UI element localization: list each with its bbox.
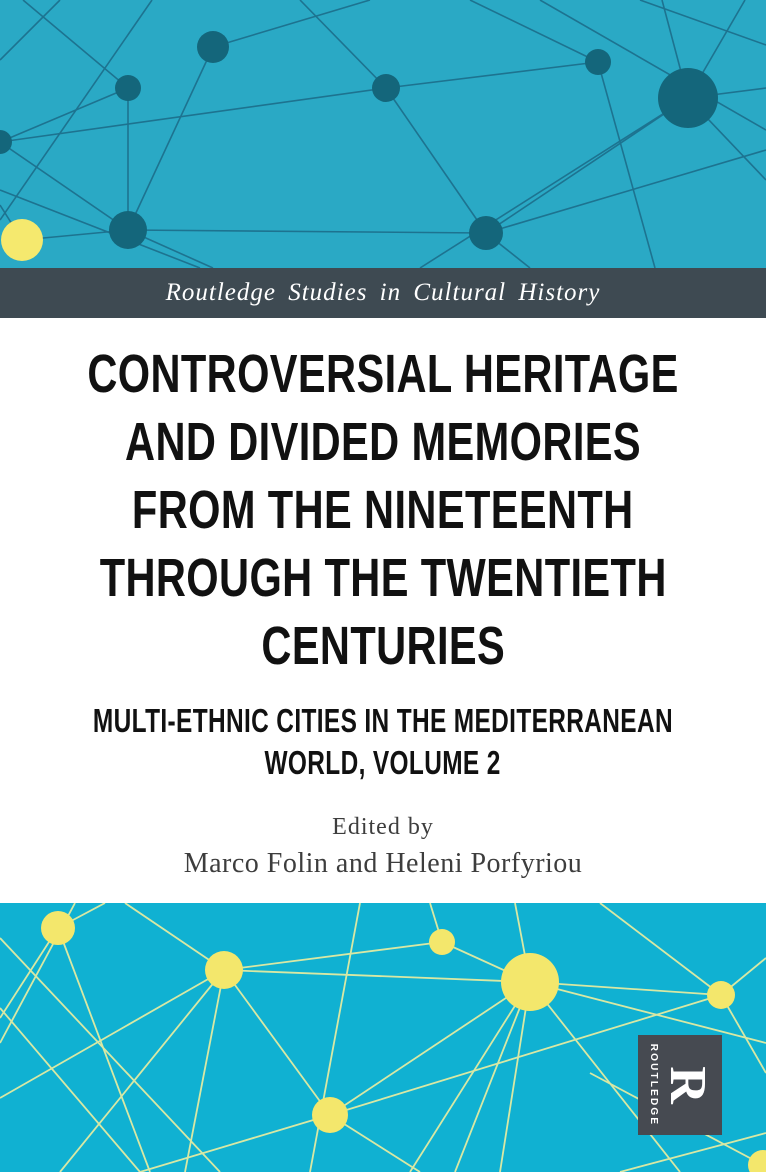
title-line: CONTROVERSIAL HERITAGE	[87, 344, 679, 404]
yellow-node	[1, 219, 43, 261]
routledge-wordmark: ROUTLEDGE	[648, 1043, 659, 1127]
series-title: Routledge Studies in Cultural History	[165, 279, 601, 306]
editor-names: Marco Folin and Heleni Porfyriou	[183, 848, 583, 879]
title-line: FROM THE NINETEENTH	[132, 480, 634, 540]
edited-by-label: Edited by	[332, 814, 434, 840]
title-line: AND DIVIDED MEMORIES	[125, 412, 641, 472]
subtitle-line: MULTI-ETHNIC CITIES IN THE MEDITERRANEAN	[92, 702, 674, 739]
subtitle-line: WORLD, VOLUME 2	[264, 744, 502, 781]
series-band	[0, 268, 766, 318]
book-subtitle	[0, 700, 766, 784]
publisher-logo-inner	[640, 1037, 720, 1133]
cover-content	[0, 318, 766, 884]
book-title	[0, 340, 766, 680]
publisher-logo	[638, 1035, 722, 1135]
routledge-r-mark: R	[659, 1066, 716, 1104]
title-line: THROUGH THE TWENTIETH	[99, 548, 667, 608]
title-line: CENTURIES	[261, 616, 505, 676]
credits	[0, 810, 766, 884]
top-network-art	[0, 0, 766, 268]
